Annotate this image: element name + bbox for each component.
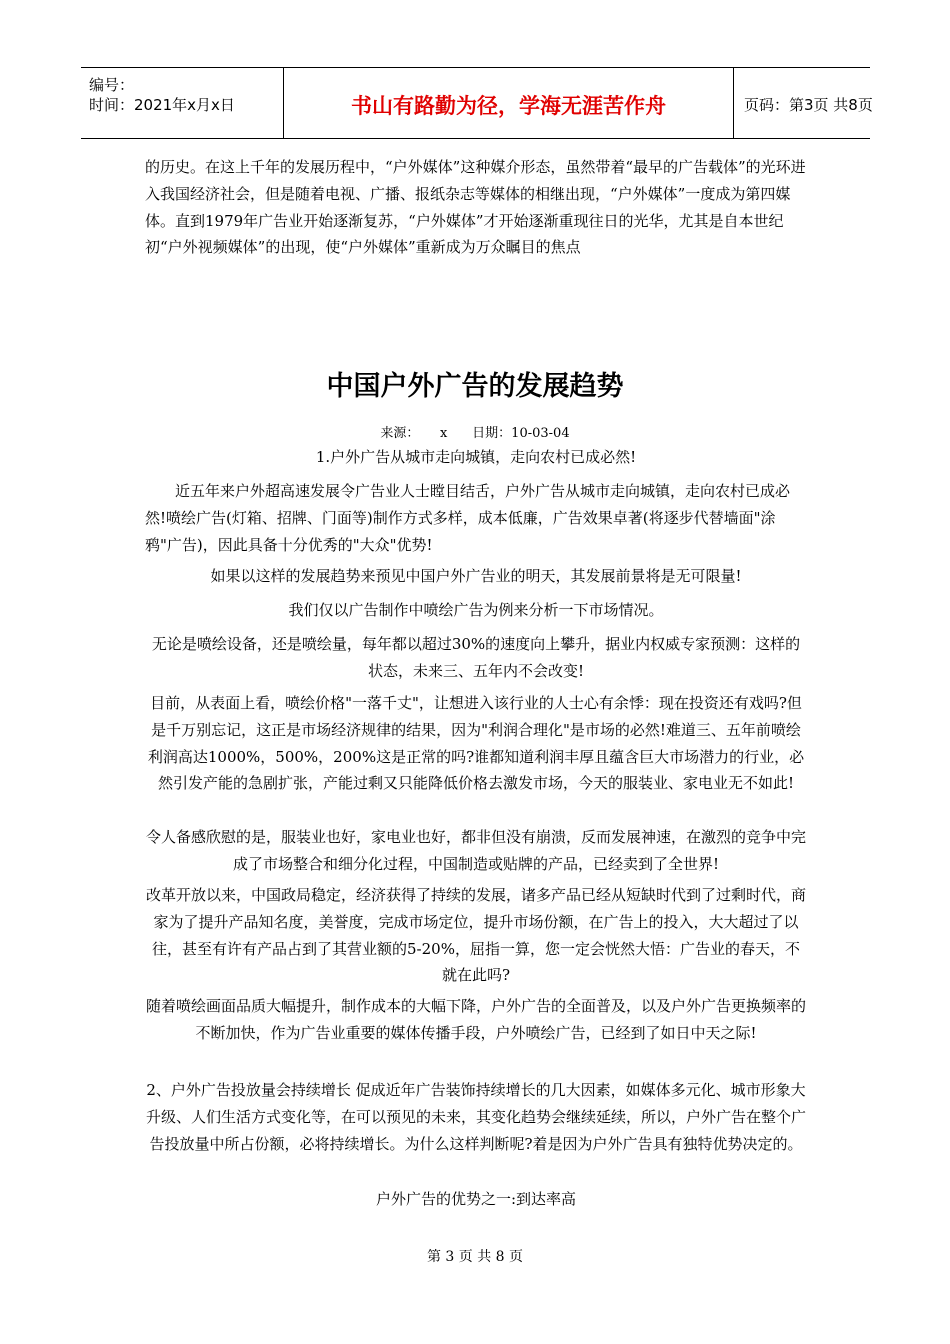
paragraph-11: 户外广告的优势之一:到达率高 <box>375 1190 577 1208</box>
paragraph-5: 无论是喷绘设备，还是喷绘量，每年都以超过30%的速度向上攀升，据业内权威专家预测：这样的状态，未来三、五年内不会改变! <box>151 635 801 680</box>
page-header <box>81 67 873 139</box>
paragraph-1: 1.户外广告从城市走向城镇，走向农村已成必然! <box>315 448 637 466</box>
date-label: 时间：2021年x月x日 <box>89 96 235 114</box>
paragraph-7: 令人备感欣慰的是，服装业也好，家电业也好，都非但没有崩溃，反而发展神速，在激烈的竞争中完成了市场整合和细分化过程，中国制造或贴牌的产品，已经卖到了全世界! <box>145 828 806 873</box>
paragraph-8: 改革开放以来，中国政局稳定，经济获得了持续的发展，诸多产品已经从短缺时代到了过剩时代，商家为了提升产品知名度，美誉度，完成市场定位，提升市场份额，在广告上的投入，大大超过了以往，甚至有许有产品占到了其营业额的5-20%，屈指一算，您一定会恍然大悟：广告业的春天，不就在此吗? <box>145 886 806 985</box>
paragraph-2: 近五年来户外超高速发展令广告业人士瞠目结舌，户外广告从城市走向城镇，走向农村已成必然!喷绘广告(灯箱、招牌、门面等)制作方式多样，成本低廉，广告效果卓著(将逐步代替墙面"涂鸦"广告)，因此具备十分优秀的"大众"优势! <box>145 482 791 554</box>
header-page-cell <box>734 68 873 138</box>
paragraph-6: 目前，从表面上看，喷绘价格"一落千丈"，让想进入该行业的人士心有余悸：现在投资还有戏吗?但是千万别忘记，这正是市场经济规律的结果，因为"利润合理化"是市场的必然!难道三、五年前喷绘利润高达1000%，500%，200%这是正常的吗?谁都知道利润丰厚且蕴含巨大市场潜力的行业，必然引发产能的急剧扩张，产能过剩又只能降低价格去激发市场，今天的服装业、家电业无不如此! <box>147 694 805 793</box>
serial-label: 编号： <box>89 76 135 94</box>
header-left-cell <box>81 68 283 138</box>
motto-text: 书山有路勤为径，学海无涯苦作舟 <box>351 94 666 118</box>
article-title: 中国户外广告的发展趋势 <box>326 371 624 402</box>
intro-paragraph: 的历史。在这上千年的发展历程中，“户外媒体”这种媒介形态，虽然带着“最早的广告载体”的光环进入我国经济社会，但是随着电视、广播、报纸杂志等媒体的相继出现，“户外媒体”一度成为第四媒体。直到1979年广告业开始逐渐复苏，“户外媒体”才开始逐渐重现往日的光华，尤其是自本世纪初“户外视频媒体”的出现，使“户外媒体”重新成为万众瞩目的焦点 <box>145 158 806 257</box>
article-meta: 来源： x 日期：10-03-04 <box>380 426 570 441</box>
paragraph-4: 我们仅以广告制作中喷绘广告为例来分析一下市场情况。 <box>288 601 664 619</box>
paragraph-10: 2、户外广告投放量会持续增长 促成近年广告装饰持续增长的几大因素，如媒体多元化、城市形象大升级、人们生活方式变化等，在可以预见的未来，其变化趋势会继续延续，所以，户外广告在整个广告投放量中所占份额，必将持续增长。为什么这样判断呢?着是因为户外广告具有独特优势决定的。 <box>145 1081 806 1153</box>
header-page-info: 页码：第3页 共8页 <box>744 96 873 114</box>
header-motto-cell <box>283 68 734 138</box>
page-footer: 第 3 页 共 8 页 <box>426 1249 524 1265</box>
paragraph-9: 随着喷绘画面品质大幅提升，制作成本的大幅下降，户外广告的全面普及，以及户外广告更换频率的不断加快，作为广告业重要的媒体传播手段，户外喷绘广告，已经到了如日中天之际! <box>145 997 806 1042</box>
paragraph-3: 如果以这样的发展趋势来预见中国户外广告业的明天，其发展前景将是无可限量! <box>210 567 742 585</box>
